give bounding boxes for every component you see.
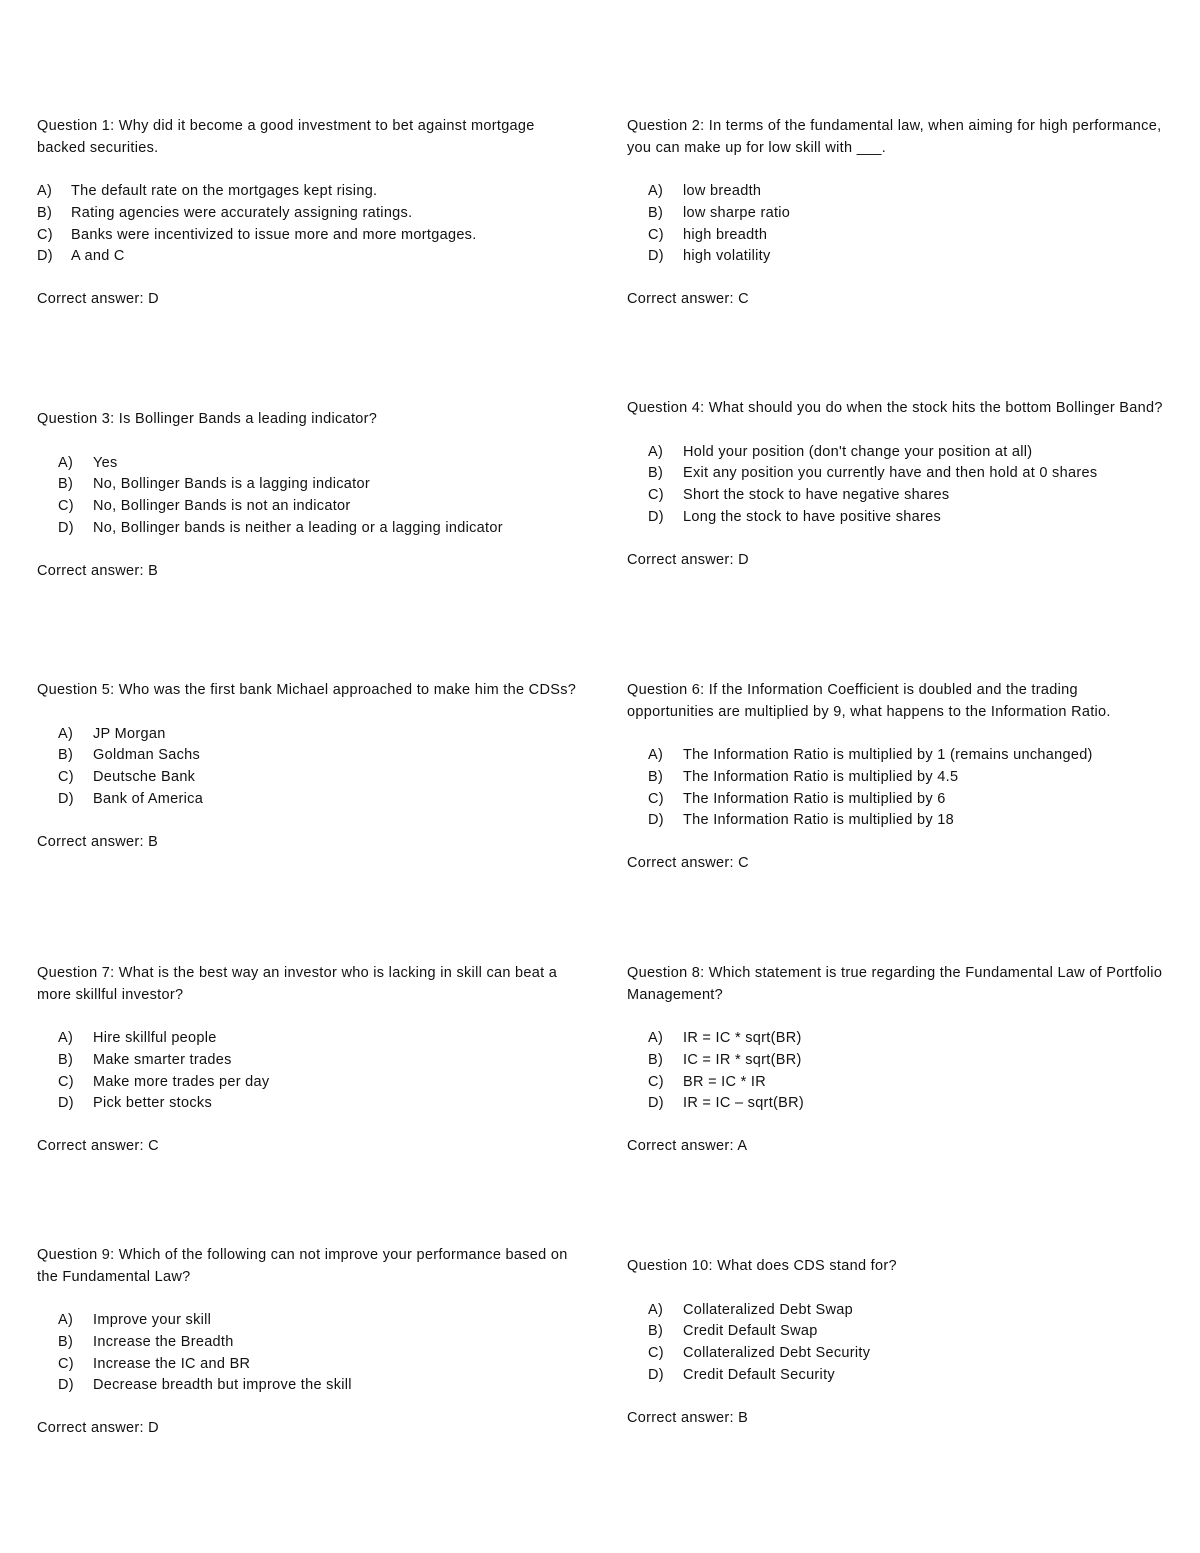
option-letter: A) <box>58 1030 74 1046</box>
option-letter: D) <box>58 1095 74 1112</box>
option-letter: D) <box>58 1377 74 1394</box>
option-c <box>37 1072 577 1094</box>
option-text: Improve your skill <box>93 1312 212 1328</box>
option-text: Credit Default Security <box>683 1366 835 1383</box>
option-text: Credit Default Swap <box>683 1323 818 1340</box>
question-text: Question 10: What does CDS stand for? <box>627 1258 897 1274</box>
option-letter: C) <box>648 790 664 807</box>
option-list <box>37 453 577 540</box>
option-c <box>37 767 577 789</box>
option-b <box>627 203 1167 225</box>
option-c <box>627 1343 1167 1365</box>
option-letter: D) <box>648 508 664 525</box>
option-letter: B) <box>648 768 664 785</box>
question-block-4 <box>627 398 1167 571</box>
option-text: Yes <box>93 454 118 471</box>
question-text: Question 6: If the Information Coefficient is doubled and the trading opportunities are multiplied by 9, what happens to the Information Ratio. <box>627 682 1111 720</box>
option-list <box>627 1028 1167 1115</box>
option-text: The Information Ratio is multiplied by 18 <box>683 812 955 829</box>
option-list <box>627 1300 1167 1387</box>
option-text: Deutsche Bank <box>93 769 196 786</box>
option-list <box>627 442 1167 529</box>
option-text: Banks were incentivized to issue more and more mortgages. <box>71 226 477 243</box>
option-letter: B) <box>58 1051 74 1068</box>
option-a <box>627 1300 1167 1322</box>
option-list <box>627 181 1167 268</box>
option-letter: C) <box>648 1345 664 1362</box>
option-letter: D) <box>58 519 74 536</box>
option-d <box>627 1093 1167 1115</box>
option-a <box>37 181 577 203</box>
option-a <box>37 1310 577 1332</box>
option-d <box>37 246 577 268</box>
option-text: No, Bollinger Bands is a lagging indicator <box>93 476 370 493</box>
option-text: JP Morgan <box>93 725 166 742</box>
question-block-6 <box>627 680 1167 874</box>
option-letter: B) <box>58 476 74 493</box>
option-text: Decrease breadth but improve the skill <box>93 1377 352 1394</box>
option-letter: A) <box>58 454 74 471</box>
option-letter: A) <box>648 747 664 763</box>
option-letter: A) <box>648 1301 664 1318</box>
option-letter: B) <box>58 1333 74 1350</box>
option-letter: B) <box>648 204 664 221</box>
option-letter: B) <box>58 747 74 764</box>
question-text: Question 4: What should you do when the stock hits the bottom Bollinger Band? <box>627 400 1163 416</box>
option-text: IR = IC * sqrt(BR) <box>683 1030 802 1046</box>
option-letter: A) <box>648 1030 664 1046</box>
option-list <box>37 1028 577 1115</box>
option-letter: C) <box>648 487 664 504</box>
option-text: Long the stock to have positive shares <box>683 508 942 525</box>
option-text: Hire skillful people <box>93 1030 217 1046</box>
question-block-5 <box>37 680 577 853</box>
question-text: Question 8: Which statement is true regarding the Fundamental Law of Portfolio Management? <box>627 965 1163 1003</box>
option-text: IR = IC – sqrt(BR) <box>683 1095 805 1112</box>
option-text: BR = IC * IR <box>683 1073 766 1090</box>
option-list <box>37 181 577 268</box>
option-letter: C) <box>648 226 664 243</box>
option-a <box>37 453 577 475</box>
question-block-3 <box>37 409 577 582</box>
option-letter: C) <box>648 1073 664 1090</box>
option-letter: D) <box>648 1095 664 1112</box>
option-text: Exit any position you currently have and then hold at 0 shares <box>683 465 1098 482</box>
option-text: Collateralized Debt Security <box>683 1345 871 1362</box>
option-letter: D) <box>648 812 664 829</box>
correct-answer: Correct answer: C <box>627 291 749 308</box>
option-letter: B) <box>37 204 53 221</box>
option-b <box>37 474 577 496</box>
option-letter: A) <box>37 183 53 199</box>
option-c <box>37 225 577 247</box>
option-letter: C) <box>58 1355 74 1372</box>
option-letter: B) <box>648 465 664 482</box>
correct-answer: Correct answer: D <box>37 1420 159 1437</box>
option-text: No, Bollinger bands is neither a leading or a lagging indicator <box>93 519 503 536</box>
option-text: The Information Ratio is multiplied by 4.5 <box>683 768 959 785</box>
option-b <box>37 1332 577 1354</box>
option-text: A and C <box>71 248 125 265</box>
option-b <box>627 463 1167 485</box>
option-d <box>37 789 577 811</box>
option-a <box>627 181 1167 203</box>
option-letter: B) <box>648 1051 664 1068</box>
option-text: high volatility <box>683 248 771 265</box>
option-a <box>627 745 1167 767</box>
question-block-2 <box>627 116 1167 310</box>
option-b <box>627 1050 1167 1072</box>
question-text: Question 1: Why did it become a good investment to bet against mortgage backed securities. <box>37 118 535 156</box>
option-list <box>627 745 1167 832</box>
option-list <box>37 724 577 811</box>
option-b <box>37 745 577 767</box>
option-text: Increase the Breadth <box>93 1333 234 1350</box>
option-d <box>627 1365 1167 1387</box>
option-c <box>627 485 1167 507</box>
question-block-1 <box>37 116 577 310</box>
correct-answer: Correct answer: A <box>627 1138 748 1155</box>
option-letter: D) <box>648 1366 664 1383</box>
option-letter: D) <box>58 790 74 807</box>
option-text: Make smarter trades <box>93 1051 232 1068</box>
option-text: Rating agencies were accurately assigning ratings. <box>71 204 413 221</box>
option-letter: C) <box>58 1073 74 1090</box>
option-text: Collateralized Debt Swap <box>683 1301 854 1318</box>
option-b <box>627 767 1167 789</box>
option-d <box>627 810 1167 832</box>
question-block-7 <box>37 963 577 1157</box>
option-d <box>627 507 1167 529</box>
option-b <box>37 203 577 225</box>
option-text: Goldman Sachs <box>93 747 201 764</box>
option-d <box>37 1375 577 1397</box>
option-text: low breadth <box>683 183 762 199</box>
option-letter: A) <box>58 1312 74 1328</box>
option-c <box>627 225 1167 247</box>
option-letter: A) <box>58 725 74 742</box>
option-c <box>37 1354 577 1376</box>
option-b <box>627 1321 1167 1343</box>
option-d <box>37 518 577 540</box>
question-text: Question 5: Who was the first bank Michael approached to make him the CDSs? <box>37 682 577 698</box>
option-text: low sharpe ratio <box>683 204 791 221</box>
option-letter: C) <box>58 498 74 515</box>
option-b <box>37 1050 577 1072</box>
option-text: high breadth <box>683 226 768 243</box>
option-text: The Information Ratio is multiplied by 1 (remains unchanged) <box>683 747 1093 763</box>
question-text: Question 9: Which of the following can not improve your performance based on the Fundamental Law? <box>37 1247 568 1285</box>
question-block-9 <box>37 1245 577 1439</box>
option-a <box>37 1028 577 1050</box>
option-a <box>627 1028 1167 1050</box>
option-a <box>37 724 577 746</box>
correct-answer: Correct answer: D <box>627 551 749 568</box>
option-letter: A) <box>648 183 664 199</box>
question-text: Question 2: In terms of the fundamental law, when aiming for high performance, you can make up for low skill with ___. <box>627 118 1162 156</box>
option-c <box>627 789 1167 811</box>
correct-answer: Correct answer: D <box>37 291 159 308</box>
question-block-10 <box>627 1256 1167 1429</box>
option-text: The default rate on the mortgages kept rising. <box>71 183 378 199</box>
option-text: Pick better stocks <box>93 1095 213 1112</box>
option-text: IC = IR * sqrt(BR) <box>683 1051 802 1068</box>
option-text: Bank of America <box>93 790 204 807</box>
option-text: Increase the IC and BR <box>93 1355 251 1372</box>
question-text: Question 7: What is the best way an investor who is lacking in skill can beat a more skillful investor? <box>37 965 558 1003</box>
option-c <box>627 1072 1167 1094</box>
correct-answer: Correct answer: B <box>37 562 159 579</box>
correct-answer: Correct answer: C <box>37 1138 159 1155</box>
option-text: The Information Ratio is multiplied by 6 <box>683 790 946 807</box>
option-c <box>37 496 577 518</box>
option-letter: C) <box>37 226 53 243</box>
option-text: Make more trades per day <box>93 1073 270 1090</box>
option-a <box>627 442 1167 464</box>
option-list <box>37 1310 577 1397</box>
option-letter: D) <box>648 248 664 265</box>
correct-answer: Correct answer: C <box>627 855 749 872</box>
option-d <box>627 246 1167 268</box>
correct-answer: Correct answer: B <box>37 833 159 850</box>
question-block-8 <box>627 963 1167 1157</box>
option-text: No, Bollinger Bands is not an indicator <box>93 498 351 515</box>
option-letter: A) <box>648 443 664 460</box>
option-letter: C) <box>58 769 74 786</box>
question-text: Question 3: Is Bollinger Bands a leading indicator? <box>37 411 378 427</box>
option-text: Hold your position (don't change your position at all) <box>683 443 1033 460</box>
option-letter: B) <box>648 1323 664 1340</box>
option-letter: D) <box>37 248 53 265</box>
option-text: Short the stock to have negative shares <box>683 487 950 504</box>
correct-answer: Correct answer: B <box>627 1409 749 1426</box>
option-d <box>37 1093 577 1115</box>
